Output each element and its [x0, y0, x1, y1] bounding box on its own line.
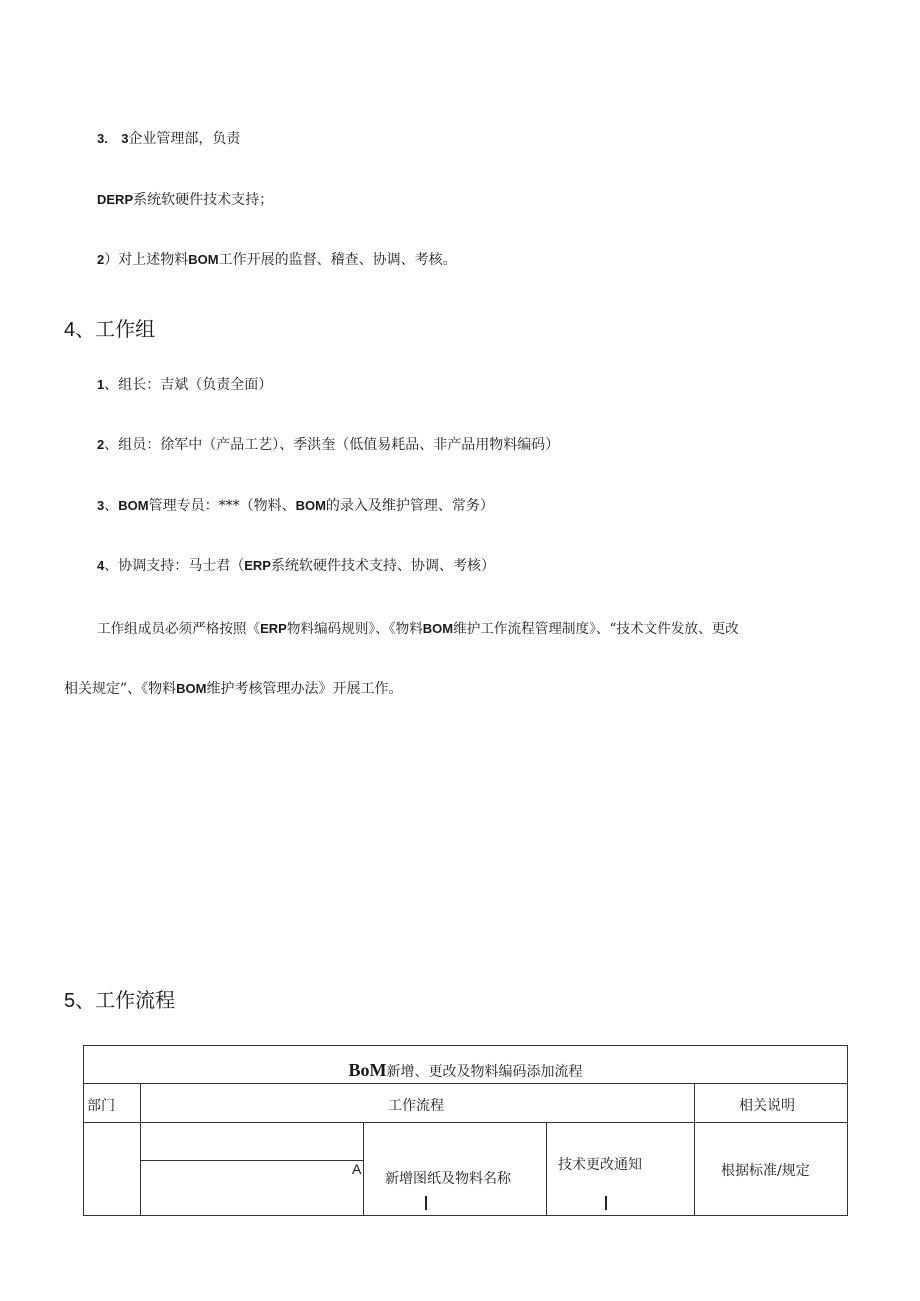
section4-heading: 4、工作组 — [64, 319, 156, 341]
work-group-item-1: 1、组长：吉斌（负责全面） — [97, 377, 273, 393]
derp-prefix: DERP — [97, 192, 134, 207]
section5-heading: 5、工作流程 — [64, 990, 176, 1012]
row-divider — [84, 1122, 847, 1123]
note-basis: 根据标准/规定 — [721, 1163, 810, 1179]
item-number: 3 — [97, 498, 105, 513]
work-group-para-line2: 相关规定”、《物料BOM维护考核管理办法》开展工作。 — [64, 681, 403, 697]
header-notes: 相关说明 — [739, 1098, 795, 1114]
bom-term: BOM — [188, 252, 219, 267]
flow-inner-line — [140, 1160, 363, 1161]
work-group-item-2: 2、组员：徐军中（产品工艺）、季洪奎（低值易耗品、非产品用物料编码） — [97, 437, 560, 453]
item-number-sub: 3 — [121, 131, 129, 146]
flow-connector — [425, 1196, 427, 1210]
bom-flow-table — [83, 1045, 848, 1216]
flow-divider — [363, 1122, 364, 1215]
flow-step-new-drawing: 新增图纸及物料名称 — [385, 1171, 511, 1187]
section3-line3: 2）对上述物料BOM工作开展的监督、稽查、协调、考核。 — [97, 252, 457, 268]
item-text: 系统软硬件技术支持； — [133, 192, 274, 208]
erp-term: ERP — [260, 621, 287, 636]
header-workflow: 工作流程 — [388, 1098, 444, 1114]
table-title-bom: BoM — [348, 1060, 387, 1080]
work-group-item-3: 3、BOM管理专员：***（物料、BOM的录入及维护管理、常务） — [97, 498, 494, 514]
item-number: 1 — [97, 377, 105, 392]
item-text: 企业管理部，负责 — [128, 131, 241, 147]
flow-divider — [546, 1122, 547, 1215]
section3-line2 — [97, 189, 273, 209]
item-number: 3. — [97, 131, 108, 146]
section3-line1 — [97, 128, 240, 148]
work-group-item-4: 4、协调支持：马士君（ERP系统软硬件技术支持、协调、考核） — [97, 558, 495, 574]
bom-term: BOM — [422, 621, 454, 636]
bom-term: BOM — [295, 498, 326, 513]
col-divider — [140, 1083, 141, 1215]
bom-term: BOM — [176, 681, 207, 696]
col-divider — [694, 1083, 695, 1215]
item-number: 4 — [97, 558, 105, 573]
table-title-text: 新增、更改及物料编码添加流程 — [386, 1064, 583, 1080]
flow-marker-a: A — [352, 1161, 362, 1177]
flow-step-tech-change: 技术更改通知 — [558, 1157, 642, 1173]
work-group-para-line1: 工作组成员必须严格按照《ERP物料编码规则》、《物料BOM维护工作流程管理制度》、“技术文件发放、更改 — [97, 621, 739, 637]
header-department: 部门 — [87, 1098, 115, 1114]
erp-term: ERP — [244, 558, 271, 573]
item-number: 2 — [97, 437, 105, 452]
bom-term: BOM — [118, 498, 149, 513]
flow-connector — [605, 1196, 607, 1210]
table-title — [84, 1060, 847, 1081]
row-divider — [84, 1083, 847, 1084]
item-number: 2 — [97, 252, 105, 267]
